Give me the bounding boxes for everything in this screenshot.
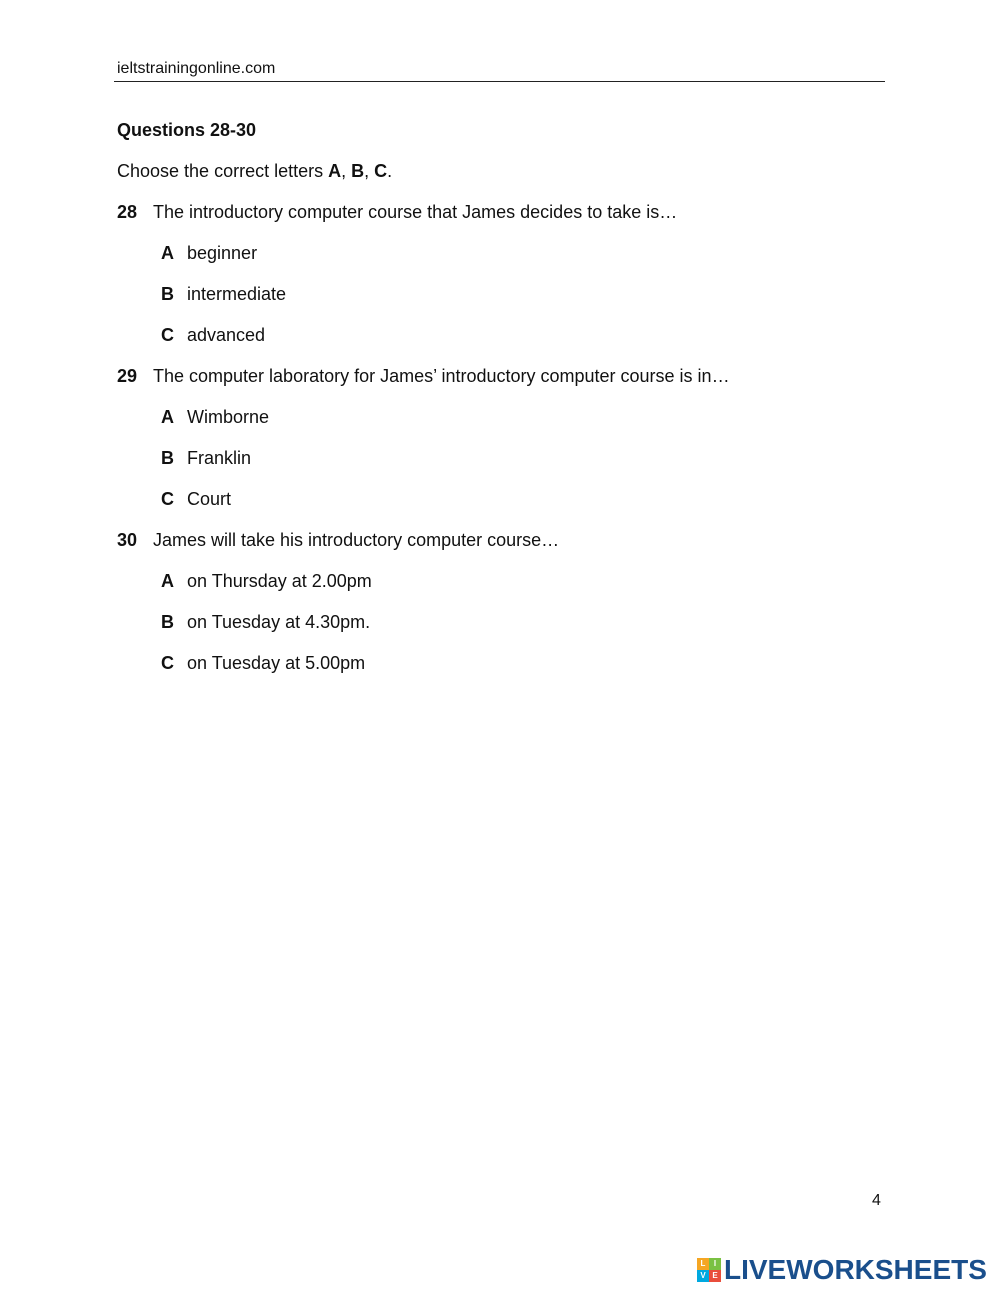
option-letter: C bbox=[161, 325, 174, 345]
option-28-b[interactable] bbox=[161, 284, 286, 305]
liveworksheets-brand[interactable] bbox=[697, 1255, 987, 1285]
logo-cell-v: V bbox=[697, 1270, 709, 1282]
option-letter: A bbox=[161, 407, 174, 427]
page-number: 4 bbox=[872, 1192, 881, 1209]
option-letter: A bbox=[161, 571, 174, 591]
logo-cell-i: I bbox=[709, 1258, 721, 1270]
option-text: on Thursday at 2.00pm bbox=[187, 571, 372, 591]
option-letter: B bbox=[161, 284, 174, 304]
question-text: The computer laboratory for James’ introductory computer course is in… bbox=[153, 366, 730, 386]
option-letter: B bbox=[161, 612, 174, 632]
question-text: James will take his introductory computer course… bbox=[153, 530, 560, 550]
instruction bbox=[117, 161, 392, 182]
option-letter: A bbox=[161, 243, 174, 263]
instruction-sep-2: , bbox=[364, 161, 375, 181]
logo-cell-e: E bbox=[709, 1270, 721, 1282]
option-29-c[interactable] bbox=[161, 489, 231, 510]
question-29 bbox=[117, 366, 730, 387]
option-28-c[interactable] bbox=[161, 325, 265, 346]
section-title: Questions 28-30 bbox=[117, 120, 257, 140]
option-letter: C bbox=[161, 653, 174, 673]
option-29-b[interactable] bbox=[161, 448, 251, 469]
option-text: advanced bbox=[187, 325, 266, 345]
question-text: The introductory computer course that James decides to take is… bbox=[153, 202, 678, 222]
option-text: Franklin bbox=[187, 448, 252, 468]
question-number: 29 bbox=[117, 366, 138, 386]
option-30-b[interactable] bbox=[161, 612, 370, 633]
liveworksheets-logo-icon bbox=[697, 1258, 721, 1282]
option-letter: B bbox=[161, 448, 174, 468]
option-text: Court bbox=[187, 489, 232, 509]
option-text: on Tuesday at 4.30pm. bbox=[187, 612, 371, 632]
option-30-a[interactable] bbox=[161, 571, 372, 592]
option-text: on Tuesday at 5.00pm bbox=[187, 653, 366, 673]
instruction-prefix: Choose the correct letters bbox=[117, 161, 329, 181]
header-site-name: ieltstrainingonline.com bbox=[117, 60, 276, 77]
instruction-letter-a: A bbox=[328, 161, 342, 181]
instruction-suffix: . bbox=[387, 161, 393, 181]
instruction-letter-b: B bbox=[351, 161, 365, 181]
logo-cell-l: L bbox=[697, 1258, 709, 1270]
option-28-a[interactable] bbox=[161, 243, 257, 264]
question-number: 30 bbox=[117, 530, 138, 550]
question-30 bbox=[117, 530, 559, 551]
question-number: 28 bbox=[117, 202, 138, 222]
option-text: beginner bbox=[187, 243, 258, 263]
option-30-c[interactable] bbox=[161, 653, 365, 674]
option-29-a[interactable] bbox=[161, 407, 269, 428]
instruction-letter-c: C bbox=[374, 161, 388, 181]
question-28 bbox=[117, 202, 677, 223]
instruction-sep-1: , bbox=[341, 161, 352, 181]
option-letter: C bbox=[161, 489, 174, 509]
option-text: intermediate bbox=[187, 284, 287, 304]
option-text: Wimborne bbox=[187, 407, 270, 427]
brand-name: LIVEWORKSHEETS bbox=[724, 1254, 987, 1285]
header-divider bbox=[114, 81, 885, 82]
